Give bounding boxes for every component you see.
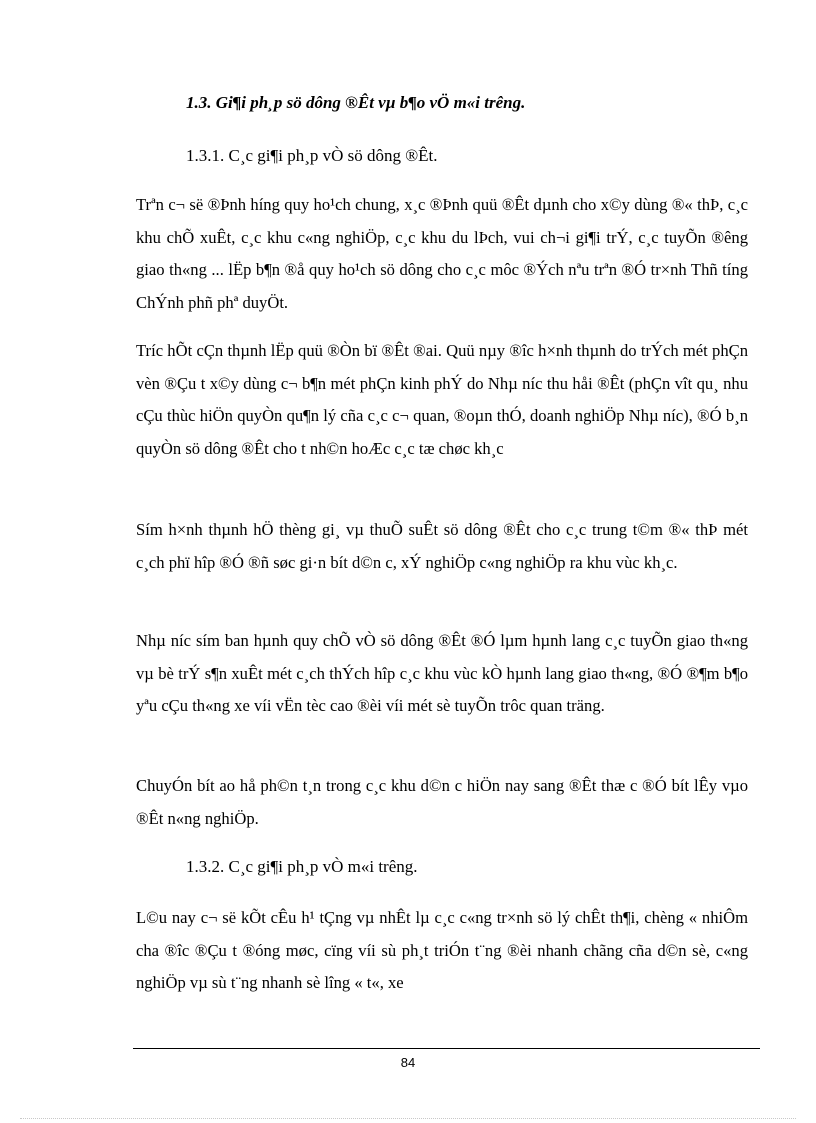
paragraph: Trªn c¬ së ®Þnh híng quy ho¹ch chung, x¸c ®Þnh quü ®Êt dµnh cho x©y dùng ®« thÞ, c¸c khu chÕ xuÊt, c¸c khu c«ng nghiÖp, c¸c khu du lÞch, vui ch¬i gi¶i trÝ, c¸c tuyÕn ®êng giao th«ng ... lËp b¶n ®å quy ho¹ch sö dông cho c¸c môc ®Ých nªu trªn ®Ó tr×nh Thñ tíng ChÝnh phñ phª duyÖt. (136, 195, 748, 312)
paragraph: Nhµ níc sím ban hµnh quy chÕ vÒ sö dông ®Êt ®Ó lµm hµnh lang c¸c tuyÕn giao th«ng vµ bè trÝ s¶n xuÊt mét c¸ch thÝch hîp c¸c khu vùc kÒ hµnh lang giao th«ng, ®Ó ®¶m b¶o yªu cÇu th«ng xe víi vËn tèc cao ®èi víi mét sè tuyÕn trôc quan träng. (136, 631, 748, 715)
section-heading: 1.3. Gi¶i ph¸p sö dông ®Êt vµ b¶o vÖ m«i trêng. (186, 93, 526, 112)
paragraph: ChuyÓn bít ao hå ph©n t¸n trong c¸c khu d©n c hiÖn nay sang ®Êt thæ c ®Ó bít lÊy vµo ®Êt n«ng nghiÖp. (136, 776, 748, 828)
paragraph: Sím h×nh thµnh hÖ thèng gi¸ vµ thuÕ suÊt sö dông ®Êt cho c¸c trung t©m ®« thÞ mét c¸ch phï hîp ®Ó ®ñ søc gi·n bít d©n c, xÝ nghiÖp c«ng nghiÖp ra khu vùc kh¸c. (136, 520, 748, 572)
footer-divider (133, 1048, 760, 1049)
page-edge-divider (20, 1118, 796, 1119)
paragraph: Tríc hÕt cÇn thµnh lËp quü ®Òn bï ®Êt ®ai. Quü nµy ®îc h×nh thµnh do trÝch mét phÇn vèn ®Çu t x©y dùng c¬ b¶n mét phÇn kinh phÝ do Nhµ níc thu håi ®Êt (phÇn vît qu¸ nhu cÇu thùc hiÖn quyÒn qu¶n lý cña c¸c c¬ quan, ®oµn thÓ, doanh nghiÖp Nhµ níc), ®Ó b¸n quyÒn sö dông ®Êt cho t nh©n hoÆc c¸c tæ chøc kh¸c (136, 341, 748, 458)
subsection-heading-1: 1.3.1. C¸c gi¶i ph¸p vÒ sö dông ®Êt. (186, 146, 438, 165)
page-number: 84 (400, 1055, 416, 1070)
paragraph: L©u nay c¬ së kÕt cÊu h¹ tÇng vµ nhÊt lµ c¸c c«ng tr×nh sö lý chÊt th¶i, chèng « nhiÔm cha ®îc ®Çu t ®óng møc, cïng víi sù ph¸t triÓn t¨ng ®èi nhanh chãng cña d©n sè, c«ng nghiÖp vµ sù t¨ng nhanh sè lîng « t«, xe (136, 908, 748, 992)
subsection-heading-2: 1.3.2. C¸c gi¶i ph¸p vÒ m«i trêng. (186, 857, 418, 876)
